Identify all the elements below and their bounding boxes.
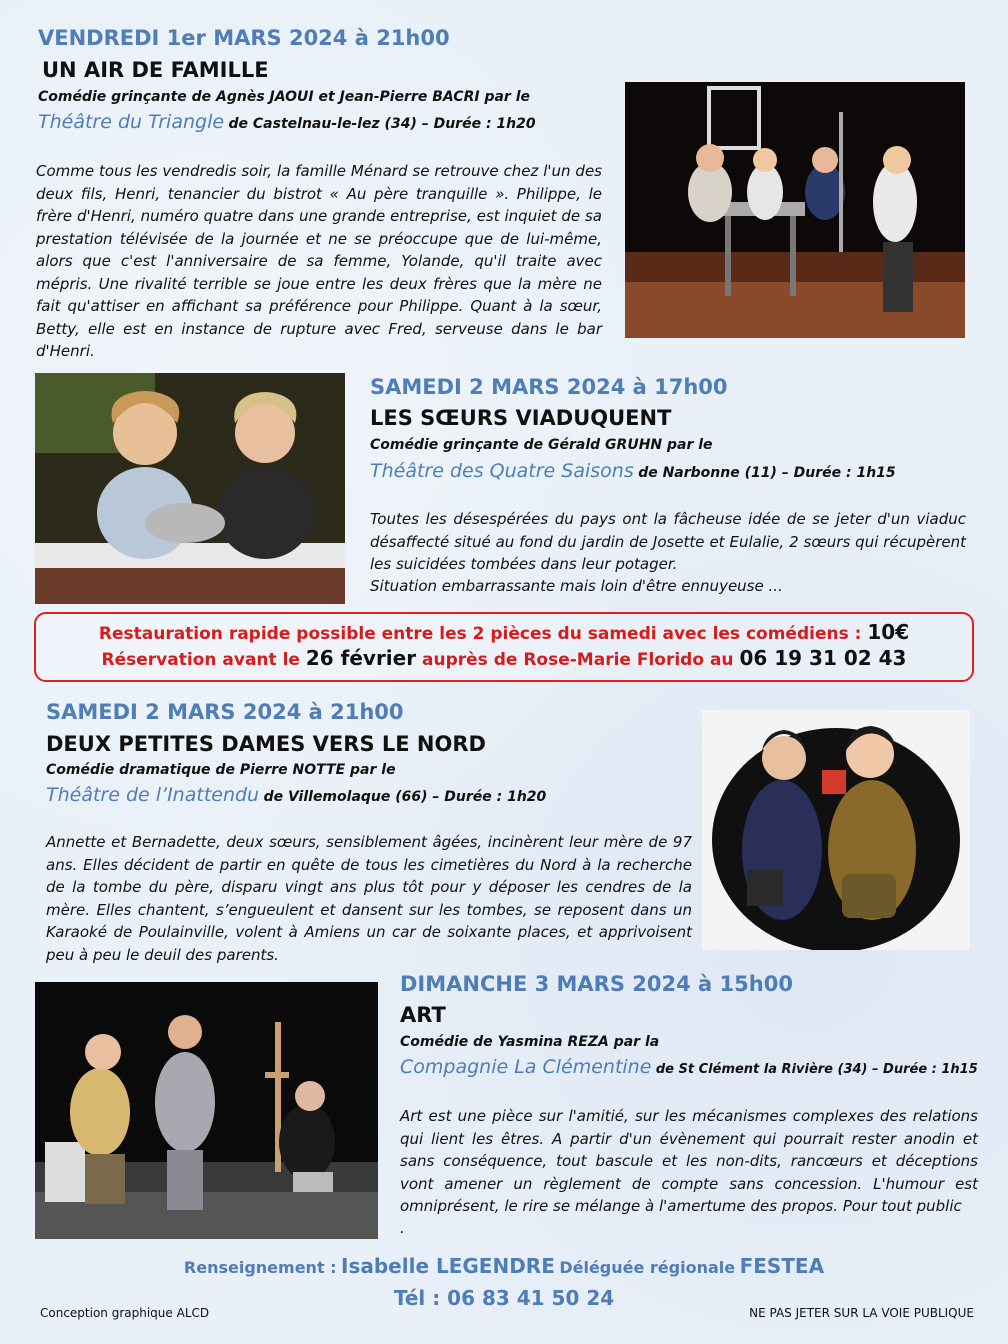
event-3-title: DEUX PETITES DAMES VERS LE NORD bbox=[46, 732, 486, 756]
footer-role: Déléguée régionale bbox=[559, 1258, 736, 1277]
event-1-troupe: Théâtre du Triangle bbox=[38, 111, 225, 133]
event-3-date: SAMEDI 2 MARS 2024 à 21h00 bbox=[46, 700, 404, 724]
promo-price: 10€ bbox=[867, 620, 910, 644]
event-4-credits bbox=[400, 1056, 978, 1078]
footer-label: Renseignement : bbox=[183, 1258, 337, 1277]
footer-name: Isabelle LEGENDRE bbox=[341, 1254, 555, 1278]
event-4-title: ART bbox=[400, 1003, 446, 1027]
event-4-subtitle: Comédie de Yasmina REZA par la bbox=[400, 1034, 660, 1050]
event-3-place: de Villemolaque (66) – Durée : 1h20 bbox=[263, 789, 547, 805]
footer-org: FESTEA bbox=[739, 1254, 825, 1278]
event-1-photo bbox=[625, 82, 965, 338]
promo-reservation-text: Réservation avant le bbox=[101, 650, 300, 670]
event-1-place: de Castelnau-le-lez (34) – Durée : 1h20 bbox=[228, 116, 536, 132]
event-2-subtitle: Comédie grinçante de Gérald GRUHN par le bbox=[370, 437, 713, 453]
event-2-description: Toutes les désespérées du pays ont la fâcheuse idée de se jeter d'un viaduc désaffecté situé au fond du jardin de Josette et Eulalie, 2 sœurs qui récupèrent les suicidées tombées dans leur potager. bbox=[370, 510, 966, 573]
event-4-place: de St Clément la Rivière (34) – Durée : 1h15 bbox=[655, 1062, 978, 1077]
promo-phone: 06 19 31 02 43 bbox=[739, 646, 907, 670]
event-2-description-end: Situation embarrassante mais loin d'être ennuyeuse ... bbox=[370, 577, 783, 595]
event-2-photo bbox=[35, 373, 345, 604]
footer-notice: NE PAS JETER SUR LA VOIE PUBLIQUE bbox=[749, 1306, 974, 1320]
event-3-description: Annette et Bernadette, deux sœurs, sensiblement âgées, incinèrent leur mère de 97 ans. Elles décident de partir en quête de tous les cimetières du Nord à la recherche de la tombe du père, disparu vingt ans plus tôt pour y déposer les cendres de la mère. Elles chantent, s’engueulent et dansent sur les tombes, se reposent dans un Karaoké de Poulainville, volent à Amiens un car de soixante places, et apprivoisent peu à peu le deuil des parents. bbox=[46, 833, 692, 964]
event-1-title: UN AIR DE FAMILLE bbox=[42, 58, 269, 82]
event-1-subtitle: Comédie grinçante de Agnès JAOUI et Jean-Pierre BACRI par le bbox=[38, 89, 530, 105]
promo-contact-text: auprès de Rose-Marie Florido au bbox=[422, 650, 734, 670]
footer-phone: Tél : 06 83 41 50 24 bbox=[393, 1286, 615, 1310]
event-2-place: de Narbonne (11) – Durée : 1h15 bbox=[638, 465, 896, 481]
event-2-credits bbox=[370, 460, 896, 482]
event-2-title: LES SŒURS VIADUQUENT bbox=[370, 406, 672, 430]
event-4-troupe: Compagnie La Clémentine bbox=[400, 1056, 652, 1078]
event-4-description-end: . bbox=[400, 1219, 405, 1237]
promo-line-1 bbox=[36, 620, 972, 644]
event-3-photo bbox=[702, 710, 970, 950]
event-1-date: VENDREDI 1er MARS 2024 à 21h00 bbox=[38, 26, 450, 50]
event-3-credits bbox=[46, 784, 546, 806]
event-2-date: SAMEDI 2 MARS 2024 à 17h00 bbox=[370, 375, 728, 399]
event-3-subtitle: Comédie dramatique de Pierre NOTTE par le bbox=[46, 762, 396, 778]
event-1-credits bbox=[38, 111, 536, 133]
event-3-troupe: Théâtre de l’Inattendu bbox=[46, 784, 260, 806]
promo-meal-text: Restauration rapide possible entre les 2 pièces du samedi avec les comédiens : bbox=[98, 624, 862, 644]
event-2-troupe: Théâtre des Quatre Saisons bbox=[370, 460, 634, 482]
promo-line-2 bbox=[36, 646, 972, 670]
event-4-description: Art est une pièce sur l'amitié, sur les mécanismes complexes des relations qui lient les êtres. A partir d'un évènement qui pourrait rester anodin et sans conséquence, tout bascule et les non-dits, rancœurs et déceptions vont amener un règlement de compte sans concession. L'humour est omniprésent, le rire se mélange à l'amertume des propos. Pour tout public bbox=[400, 1107, 978, 1215]
footer-credit: Conception graphique ALCD bbox=[40, 1306, 210, 1320]
footer-contact bbox=[0, 1254, 1008, 1278]
promo-deadline: 26 février bbox=[305, 646, 417, 670]
event-1-description: Comme tous les vendredis soir, la famille Ménard se retrouve chez l'un des deux fils, Henri, tenancier du bistrot « Au père tranquille ». Philippe, le frère d'Henri, numéro quatre dans une grande entreprise, est inquiet de sa prestation télévisée de la journée et ne se préoccupe que de lui-même, alors que c'est l'anniversaire de sa femme, Yolande, qu'il traite avec mépris. Une rivalité terrible se joue entre les deux frères que la mère ne fait qu'attiser en affichant sa préférence pour Philippe. Quant à la sœur, Betty, elle est en instance de rupture avec Fred, serveuse dans le bar d'Henri. bbox=[36, 162, 602, 360]
event-4-date: DIMANCHE 3 MARS 2024 à 15h00 bbox=[400, 972, 793, 996]
event-4-photo bbox=[35, 982, 378, 1239]
promo-box bbox=[34, 612, 974, 682]
